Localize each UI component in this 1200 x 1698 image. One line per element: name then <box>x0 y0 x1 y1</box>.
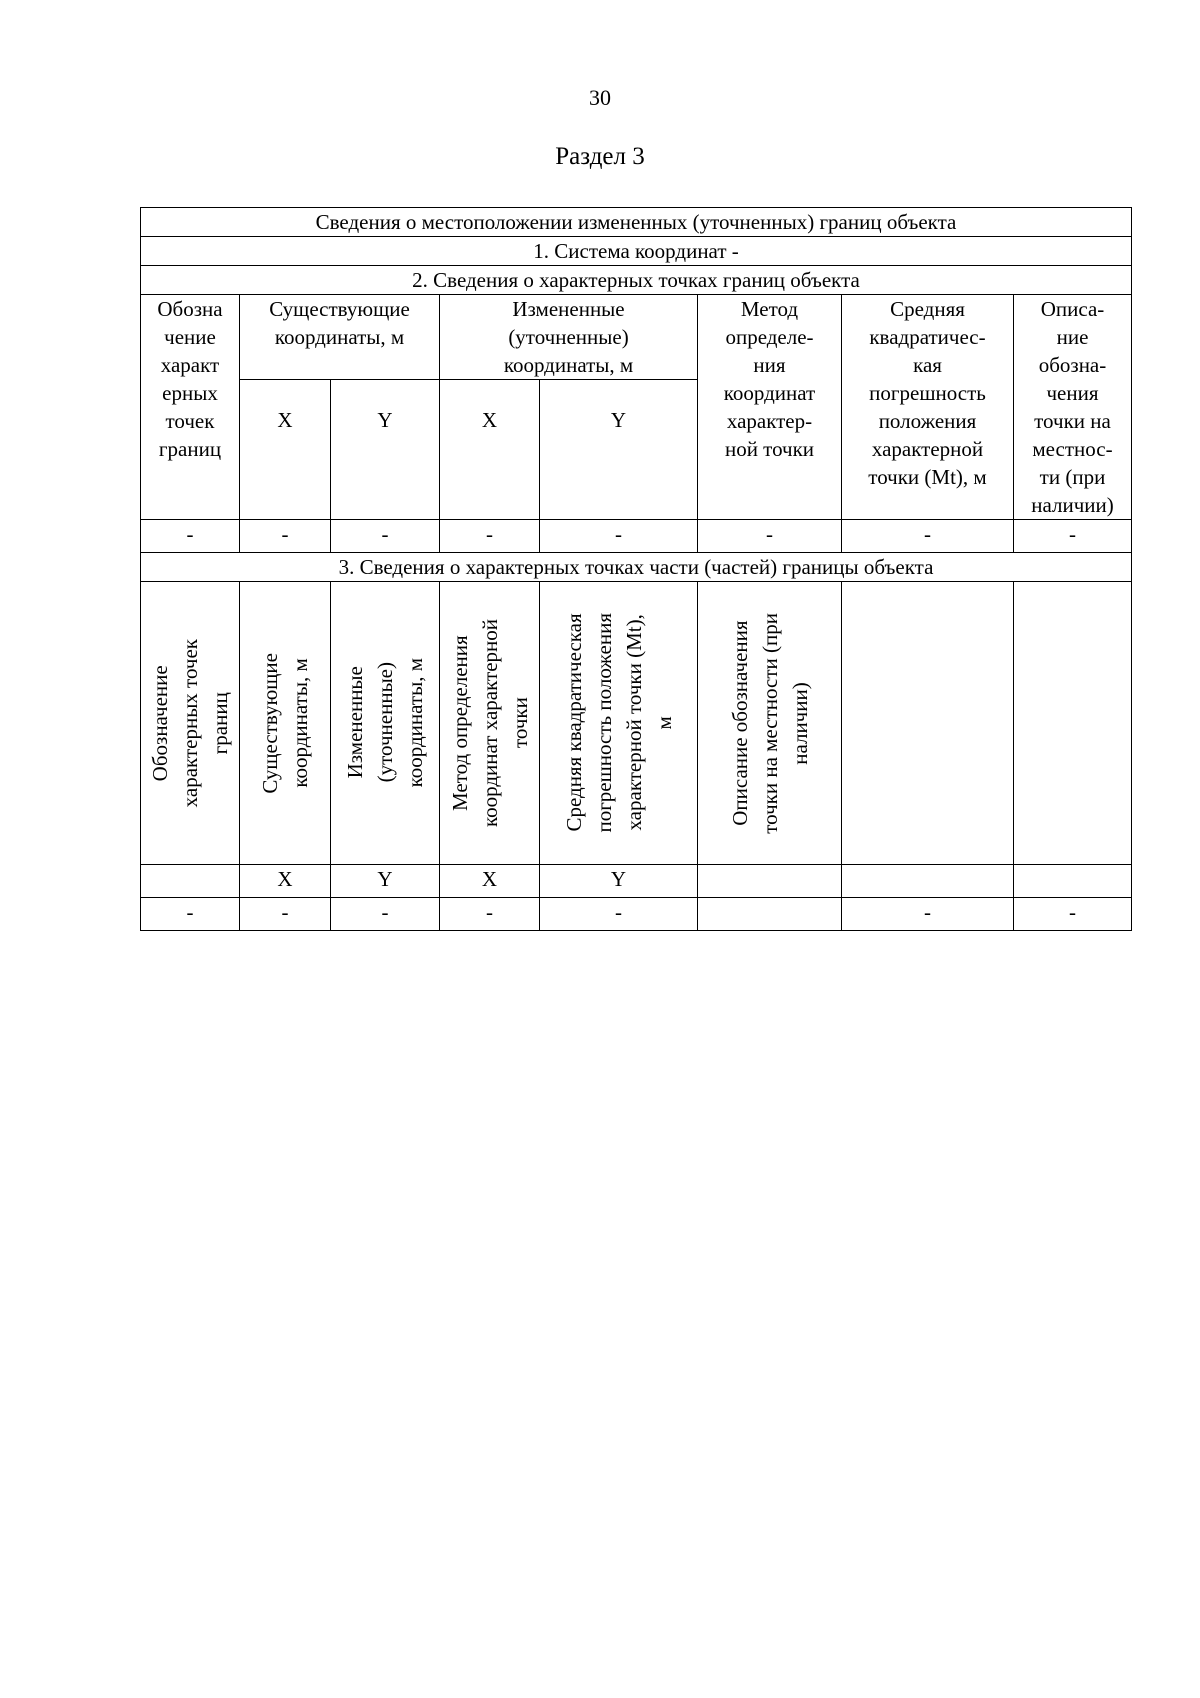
s3-col-description <box>698 582 842 865</box>
s3-cell-7: - <box>1014 898 1132 931</box>
s3-xy-4: Y <box>540 865 698 898</box>
s3-cell-2: - <box>331 898 440 931</box>
coord-system-row <box>141 237 1132 266</box>
s3-xy-5 <box>698 865 842 898</box>
s3-col-empty-2 <box>1014 582 1132 865</box>
section3-title: 3. Сведения о характерных точках части (частей) границы объекта <box>141 553 1132 582</box>
section-title: Раздел 3 <box>555 143 645 170</box>
s3-col-existing <box>240 582 331 865</box>
s2-col-description: Описа- ние обозна- чения точки на местнос- ти (при наличии) <box>1014 295 1132 520</box>
s2-col-error: Средняя квадратичес- кая погрешность положения характерной точки (Mt), м <box>842 295 1014 520</box>
s3-col-empty-1 <box>842 582 1014 865</box>
s3-col-changed-text: Измененные (уточненные) координаты, м <box>343 658 427 788</box>
coord-system-label: 1. Система координат - <box>141 237 1132 266</box>
s2-col-changed: Измененные (уточненные) координаты, м <box>440 295 698 380</box>
s2-changed-y: Y <box>540 380 698 520</box>
boundary-table <box>140 207 1132 931</box>
s3-cell-3: - <box>440 898 540 931</box>
s3-col-error-text: Средняя квадратическая погрешность положения характерной точки (Mt), м <box>561 613 676 833</box>
s3-cell-5 <box>698 898 842 931</box>
s3-xy-2: Y <box>331 865 440 898</box>
section3-title-row <box>141 553 1132 582</box>
s2-cell-3: - <box>440 520 540 553</box>
s3-xy-0 <box>141 865 240 898</box>
s3-xy-3: X <box>440 865 540 898</box>
section2-data-row <box>141 520 1132 553</box>
s3-col-designation <box>141 582 240 865</box>
s3-col-existing-text: Существующие координаты, м <box>258 652 312 794</box>
s2-cell-7: - <box>1014 520 1132 553</box>
s2-col-existing: Существующие координаты, м <box>240 295 440 380</box>
section3-header-row <box>141 582 1132 865</box>
section2-header-row <box>141 295 1132 380</box>
s2-existing-x: X <box>240 380 331 520</box>
section2-title: 2. Сведения о характерных точках границ объекта <box>141 266 1132 295</box>
s3-col-changed <box>331 582 440 865</box>
s3-cell-4: - <box>540 898 698 931</box>
s2-cell-6: - <box>842 520 1014 553</box>
s3-xy-7 <box>1014 865 1132 898</box>
s2-cell-1: - <box>240 520 331 553</box>
s2-existing-y: Y <box>331 380 440 520</box>
s2-cell-5: - <box>698 520 842 553</box>
s2-cell-2: - <box>331 520 440 553</box>
s2-col-designation: Обозна чение характ ерных точек границ <box>141 295 240 520</box>
s3-col-error <box>540 582 698 865</box>
s3-col-method-text: Метод определения координат характерной точки <box>447 619 532 827</box>
s2-col-method: Метод определе- ния координат характер- ной точки <box>698 295 842 520</box>
s2-cell-0: - <box>141 520 240 553</box>
s3-cell-1: - <box>240 898 331 931</box>
s2-cell-4: - <box>540 520 698 553</box>
table-title: Сведения о местоположении измененных (уточненных) границ объекта <box>141 208 1132 237</box>
s3-col-designation-text: Обозначение характерных точек границ <box>148 638 232 808</box>
s3-xy-6 <box>842 865 1014 898</box>
s3-xy-1: X <box>240 865 331 898</box>
table-title-row <box>141 208 1132 237</box>
s3-col-method <box>440 582 540 865</box>
page-number: 30 <box>589 85 611 110</box>
s3-cell-0: - <box>141 898 240 931</box>
s3-cell-6: - <box>842 898 1014 931</box>
section2-title-row <box>141 266 1132 295</box>
section3-data-row <box>141 898 1132 931</box>
s3-col-description-text: Описание обозначения точки на местности (при наличии) <box>727 612 812 834</box>
section3-xy-row <box>141 865 1132 898</box>
s2-changed-x: X <box>440 380 540 520</box>
